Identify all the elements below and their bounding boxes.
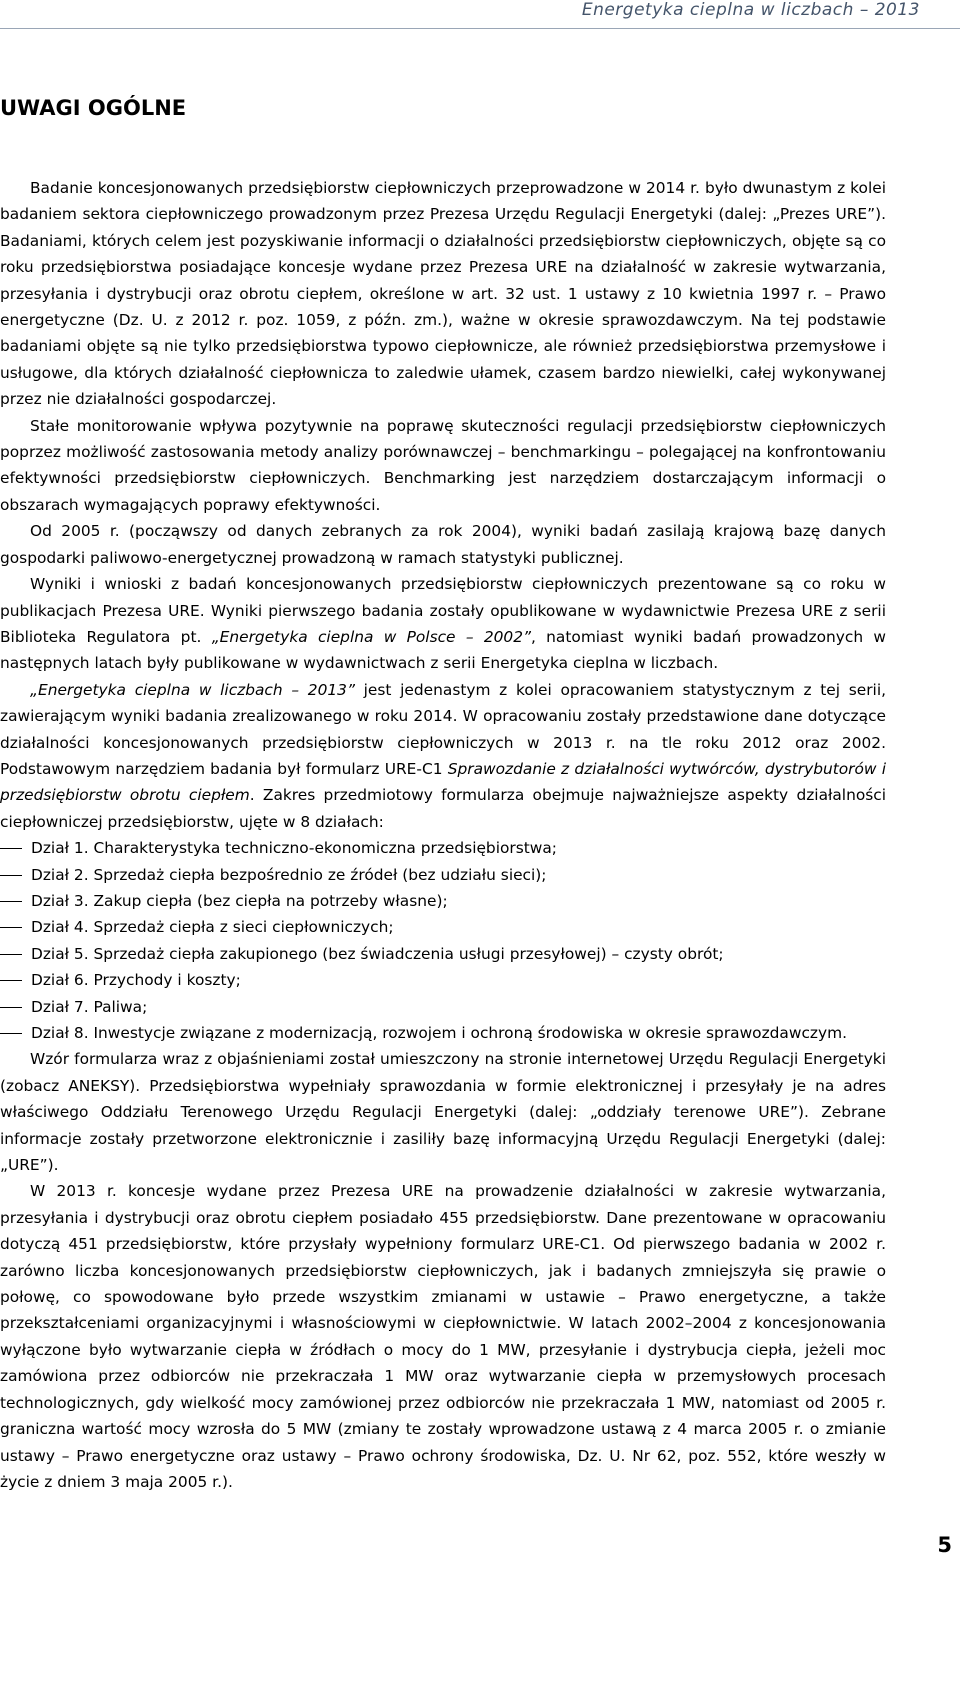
list-item [0,941,886,967]
paragraph-publications-text-a: Wyniki i wnioski z badań koncesjonowanych przedsiębiorstw ciepłowniczych prezentowane są co roku w publikacjach Prezesa URE. Wyniki pierwszego badania zostały opublikowane w wydawnictwie Prezesa URE z serii Biblioteka Regulatora pt. [0,575,886,646]
paragraph-statistics: Od 2005 r. (począwszy od danych zebranych za rok 2004), wyniki badań zasilają krajową bazę danych gospodarki paliwowo-energetycznej prowadzoną w ramach statystyki publicznej. [0,522,886,567]
list-item [0,1020,886,1046]
paragraph-this-edition [0,677,886,835]
paragraph-publications [0,571,886,677]
paragraph-intro: Badanie koncesjonowanych przedsiębiorstw ciepłowniczych przeprowadzone w 2014 r. było dwunastym z kolei badaniem sektora ciepłowniczego prowadzonym przez Prezesa Urzędu Regulacji Energetyki (dalej: „Prezes URE”). Badaniami, których celem jest pozyskiwanie informacji o działalności przedsiębiorstw ciepłowniczych, objęte są co roku przedsiębiorstwa posiadające koncesje wydane przez Prezesa URE na działalność w zakresie wytwarzania, przesyłania i dystrybucji oraz obrotu ciepłem, określone w art. 32 ust. 1 ustawy z 10 kwietnia 1997 r. – Prawo energetyczne (Dz. U. z 2012 r. poz. 1059, z późn. zm.), ważne w okresie sprawozdawczym. Na tej podstawie badaniami objęte są nie tylko przedsiębiorstwa typowo ciepłownicze, ale również przedsiębiorstwa przemysłowe i usługowe, dla których działalność ciepłownicza to zaledwie ułamek, czasem bardzo niewielki, całej wykonywanej przez nie działalności gospodarczej. [0,179,886,409]
section-title: UWAGI OGÓLNE [0,96,187,120]
list-item [0,862,886,888]
running-header [0,0,960,32]
form-sections-list [0,835,886,1046]
list-item [0,967,886,993]
form-title: Sprawozdanie z działalności wytwórców, dystrybutorów i przedsiębiorstw obrotu ciepłem [0,759,887,805]
paragraph-this-edition-text-a: jest jedenastym z kolei opracowaniem statystycznym z tej serii, zawierającym wyniki badania zrealizowanego w roku 2014. W opracowaniu zostały przedstawione dane dotyczące działalności koncesjonowanych przedsiębiorstw ciepłowniczych w 2013 r. na tle roku 2012 oraz 2002. Podstawowym narzędziem badania był formularz URE-C1 [0,680,886,778]
list-item [0,888,886,914]
page-number: 5 [937,1533,952,1557]
paragraph-2013-licenses: W 2013 r. koncesje wydane przez Prezesa URE na prowadzenie działalności w zakresie wytwarzania, przesyłania i dystrybucji oraz obrotu ciepłem posiadało 455 przedsiębiorstw. Dane prezentowane w opracowaniu dotyczą 451 przedsiębiorstw, które przysłały wypełniony formularz URE-C1. Od pierwszego badania w 2002 r. zarówno liczba koncesjonowanych przedsiębiorstw ciepłowniczych, jak i badanych zmniejszyła się prawie o połowę, co spowodowane było przede wszystkim zmianami w ustawie – Prawo energetyczne, a także przekształceniami organizacyjnymi i własnościowymi w ciepłownictwie. W latach 2002–2004 z koncesjonowania wyłączone było wytwarzanie ciepła w źródłach o mocy do 1 MW, przesyłanie i dystrybucja ciepła, jeżeli moc zamówiona przez odbiorców nie przekraczała 1 MW oraz wytwarzanie ciepła w przemysłowych procesach technologicznych, gdy wielkość mocy zamówionej przez odbiorców nie przekraczała 1 MW, natomiast od 2005 r. graniczna wartość mocy wzrosła do 5 MW (zmiany te zostały wprowadzone ustawą z 4 marca 2005 r. o zmianie ustawy – Prawo energetyczne oraz ustawy – Prawo ochrony środowiska, Dz. U. Nr 62, poz. 552, które weszły w życie z dniem 3 maja 2005 r.). [0,1182,886,1491]
list-item-text: Dział 5. Sprzedaż ciepła zakupionego (bez świadczenia usługi przesyłowej) – czysty obrót; [31,944,724,963]
list-item-text: Dział 2. Sprzedaż ciepła bezpośrednio ze źródeł (bez udziału sieci); [31,865,547,884]
list-item-text: Dział 4. Sprzedaż ciepła z sieci ciepłowniczych; [31,918,394,937]
list-item-text: Dział 7. Paliwa; [31,997,148,1016]
paragraph-publications-text-b: , natomiast wyniki badań prowadzonych w następnych latach były publikowane w wydawnictwach z serii Energetyka cieplna w liczbach. [0,627,886,673]
list-item-text: Dział 3. Zakup ciepła (bez ciepła na potrzeby własne); [31,891,448,910]
header-rule [0,28,960,29]
paragraph-form-submission: Wzór formularza wraz z objaśnieniami został umieszczony na stronie internetowej Urzędu Regulacji Energetyki (zobacz ANEKSY). Przedsiębiorstwa wypełniały sprawozdania w formie elektronicznej i przesyłały je na adres właściwego Oddziału Terenowego Urzędu Regulacji Energetyki (dalej: „oddziały terenowe URE”). Zebrane informacje zostały przetworzone elektronicznie i zasiliły bazę informacyjną Urzędu Regulacji Energetyki (dalej: „URE”). [0,1050,886,1175]
body-text [0,175,886,1495]
publication-title-2002: „Energetyka cieplna w Polsce – 2002” [211,627,531,646]
running-header-title: Energetyka cieplna w liczbach – 2013 [581,0,920,20]
list-item [0,835,886,861]
list-item-text: Dział 8. Inwestycje związane z modernizacją, rozwojem i ochroną środowiska w okresie sprawozdawczym. [31,1024,847,1042]
publication-title-2013: „Energetyka cieplna w liczbach – 2013” [30,680,355,699]
paragraph-monitoring: Stałe monitorowanie wpływa pozytywnie na poprawę skuteczności regulacji przedsiębiorstw ciepłowniczych poprzez możliwość zastosowania metody analizy porównawczej – benchmarkingu – polegającej na konfrontowaniu efektywności przedsiębiorstw ciepłowniczych. Benchmarking jest narzędziem dostarczającym informacji o obszarach wymagających poprawy efektywności. [0,416,886,514]
list-item [0,914,886,940]
paragraph-this-edition-text-b: . Zakres przedmiotowy formularza obejmuje najważniejsze aspekty działalności ciepłowniczej przedsiębiorstw, ujęte w 8 działach: [0,786,887,831]
list-item [0,994,886,1020]
list-item-text: Dział 6. Przychody i koszty; [31,971,241,990]
list-item-text: Dział 1. Charakterystyka techniczno-ekonomiczna przedsiębiorstwa; [31,839,557,858]
